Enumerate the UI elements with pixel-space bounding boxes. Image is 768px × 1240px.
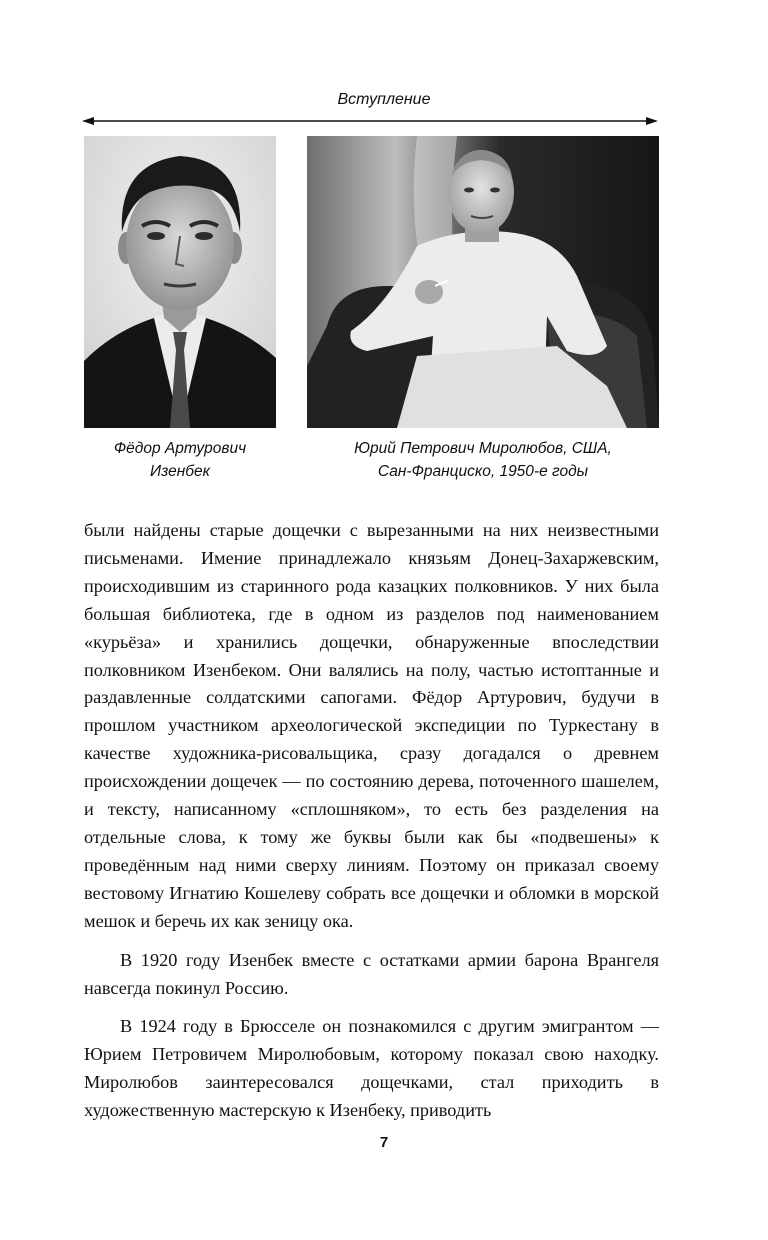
figure-caption-right bbox=[307, 437, 659, 483]
caption-line: Изенбек bbox=[150, 463, 210, 480]
paragraph: В 1920 году Изенбек вместе с остатками армии барона Врангеля навсегда покинул Россию. bbox=[84, 949, 659, 998]
caption-line: Фёдор Артурович bbox=[113, 440, 247, 457]
header-rule bbox=[82, 116, 658, 126]
caption-line: Юрий Петрович Миролюбов, США, bbox=[354, 440, 612, 457]
portrait-photo-izenbek bbox=[84, 136, 276, 428]
page-number: 7 bbox=[379, 1134, 389, 1151]
caption-line: Сан-Франциско, 1950-е годы bbox=[377, 463, 589, 480]
running-title: Вступление bbox=[337, 91, 431, 108]
paragraph: были найдены старые дощечки с вырезанными на них неизвестными письменами. Имение принадлежало князьям Донец-Захаржевским, происходившим из старинного рода казацких полковников. У них была большая библиотека, где в одном из разделов под наименованием «курьёза» и хранились дощечки, обнаруженные впоследствии полковником Изенбеком. Они валялись на полу, частью истоптанные и раздавленные солдатскими сапогами. Фёдор Артурович, будучи в прошлом участником археологической экспедиции по Туркестану в качестве художника-рисовальщика, сразу догадался о древнем происхождении дощечек — по состоянию дерева, поточенного шашелем, и тексту, написанному «сплошняком», то есть без разделения на отдельные слова, к тому же буквы были как бы «подвешены» к проведённым над ними сверху линиям. Поэтому он приказал своему вестовому Игнатию Кошелеву собрать все дощечки и обломки в морской мешок и беречь их как зеницу ока. bbox=[84, 520, 659, 931]
body-text bbox=[84, 517, 659, 1125]
figure-caption-left bbox=[84, 437, 276, 483]
paragraph: В 1924 году в Брюсселе он познакомился с другим эмигрантом — Юрием Петровичем Миролюбовым, которому показал свою находку. Миролюбов заинтересовался дощечками, стал приходить в художественную мастерскую к Изенбеку, приводить bbox=[84, 1016, 659, 1121]
portrait-photo-mirolyubov bbox=[307, 136, 659, 428]
